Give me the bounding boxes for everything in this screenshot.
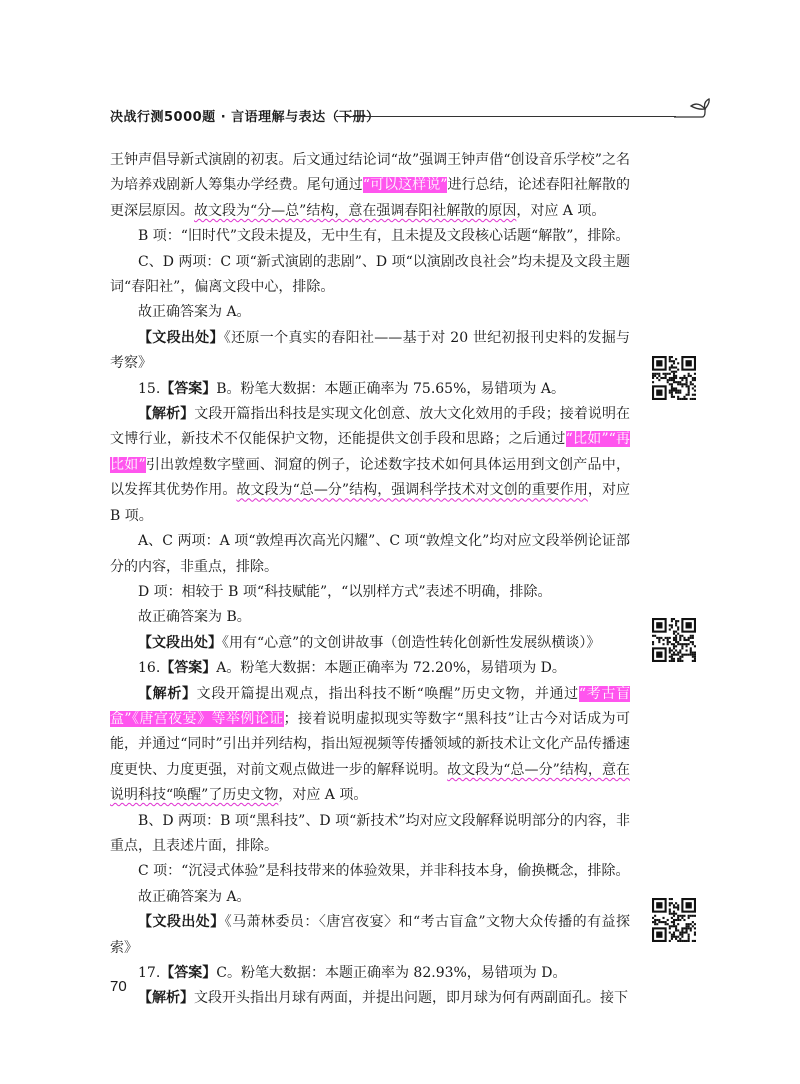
highlight-keyword: “比如”“再比如”: [110, 431, 630, 473]
page-number: 70: [110, 978, 127, 995]
underlined-conclusion: 故文段为“分—总”结构，意在强调春阳社解散的原因: [194, 202, 517, 219]
underlined-conclusion: 故文段为“总—分”结构，强调科学技术对文创的重要作用: [236, 482, 588, 499]
highlight-keyword: “可以这样说”: [362, 177, 448, 194]
paragraph-continuation: 王钟声倡导新式演剧的初衷。后文通过结论词“故”强调王钟声借“创设音乐学校”之名为培养戏剧新人筹集办学经费。尾句通过“可以这样说”进行总结，论述春阳社解散的更深层原因。故文段为“分—总”结构，意在强调春阳社解散的原因，对应 A 项。: [110, 152, 630, 219]
option-analysis: B 项：“旧时代”文段未提及，无中生有，且未提及文段核心话题“解散”，排除。: [138, 228, 630, 245]
option-analysis: A、C 两项：A 项“敦煌再次高光闪耀”、C 项“敦煌文化”均对应文段举例论证部分的内容，非重点，排除。: [110, 533, 630, 575]
option-analysis: B、D 两项：B 项“黑科技”、D 项“新技术”均对应文段解释说明部分的内容，非重点，且表述片面，排除。: [110, 812, 630, 854]
source-citation: 【文段出处】《马萧林委员：〈唐宫夜宴〉和“考古盲盒”文物大众传播的有益探索》: [110, 914, 630, 956]
header-rule: [336, 116, 676, 117]
source-citation: 【文段出处】《还原一个真实的春阳社——基于对 20 世纪初报刊史料的发掘与考察》: [110, 329, 631, 372]
option-analysis: C、D 两项：C 项“新式演剧的悲剧”、D 项“以演剧改良社会”均未提及文段主题词“春阳社”，偏离文段中心，排除。: [110, 253, 630, 296]
qr-code-icon[interactable]: [652, 356, 696, 400]
correct-answer: 故正确答案为 B。: [138, 609, 251, 626]
source-citation: 【文段出处】《用有“心意”的文创讲故事（创造性转化创新性发展纵横谈）》: [138, 634, 601, 651]
question-answer: 17.【答案】C。粉笔大数据：本题正确率为 82.93%，易错项为 D。: [138, 965, 567, 981]
book-title: 决战行测5000题 · 言语理解与表达（下册）: [110, 110, 380, 125]
qr-code-icon[interactable]: [652, 898, 696, 942]
underlined-conclusion: 故文段为“总—分”结构，意在说明科技“唤醒”了历史文物: [110, 761, 630, 804]
correct-answer: 故正确答案为 A。: [138, 888, 251, 905]
analysis-paragraph: 【解析】文段开篇提出观点，指出科技不断“唤醒”历史文物，并通过“考古盲盒”《唐宫夜宴》等举例论证；接着说明虚拟现实等数字“黑科技”让古今对话成为可能，并通过“同时”引出并列结构，指出短视频等传播领域的新技术让文化产品传播速度更快、力度更强，对前文观点做进一步的解释说明。故文段为“总—分”结构，意在说明科技“唤醒”了历史文物，对应 A 项。: [110, 685, 630, 804]
analysis-paragraph: 【解析】文段开篇指出科技是实现文化创意、放大文化效用的手段；接着说明在文博行业，新技术不仅能保护文物，还能提供文创手段和思路；之后通过“比如”“再比如”引出敦煌数字壁画、洞窟的例子，论述数字技术如何具体运用到文创产品中，以发挥其优势作用。故文段为“总—分”结构，强调科学技术对文创的重要作用，对应 B 项。: [110, 406, 631, 524]
running-header: [110, 98, 710, 126]
correct-answer: 故正确答案为 A。: [138, 304, 251, 321]
question-answer: 16.【答案】A。粉笔大数据：本题正确率为 72.20%，易错项为 D。: [138, 660, 566, 677]
question-answer: 15.【答案】B。粉笔大数据：本题正确率为 75.65%，易错项为 A。: [138, 380, 565, 397]
option-analysis: D 项：相较于 B 项“科技赋能”，“以别样方式”表述不明确，排除。: [138, 583, 552, 600]
qr-code-icon[interactable]: [652, 618, 696, 662]
answer-explanations: [110, 148, 630, 1012]
leaf-sprout-icon: [672, 98, 710, 126]
analysis-paragraph: 【解析】文段开头指出月球有两面，并提出问题，即月球为何有两副面孔。接下: [138, 990, 628, 1007]
option-analysis: C 项：“沉浸式体验”是科技带来的体验效果，并非科技本身，偷换概念，排除。: [138, 863, 630, 880]
highlight-keyword: “考古盲盒”《唐宫夜宴》等举例论证: [110, 685, 630, 727]
